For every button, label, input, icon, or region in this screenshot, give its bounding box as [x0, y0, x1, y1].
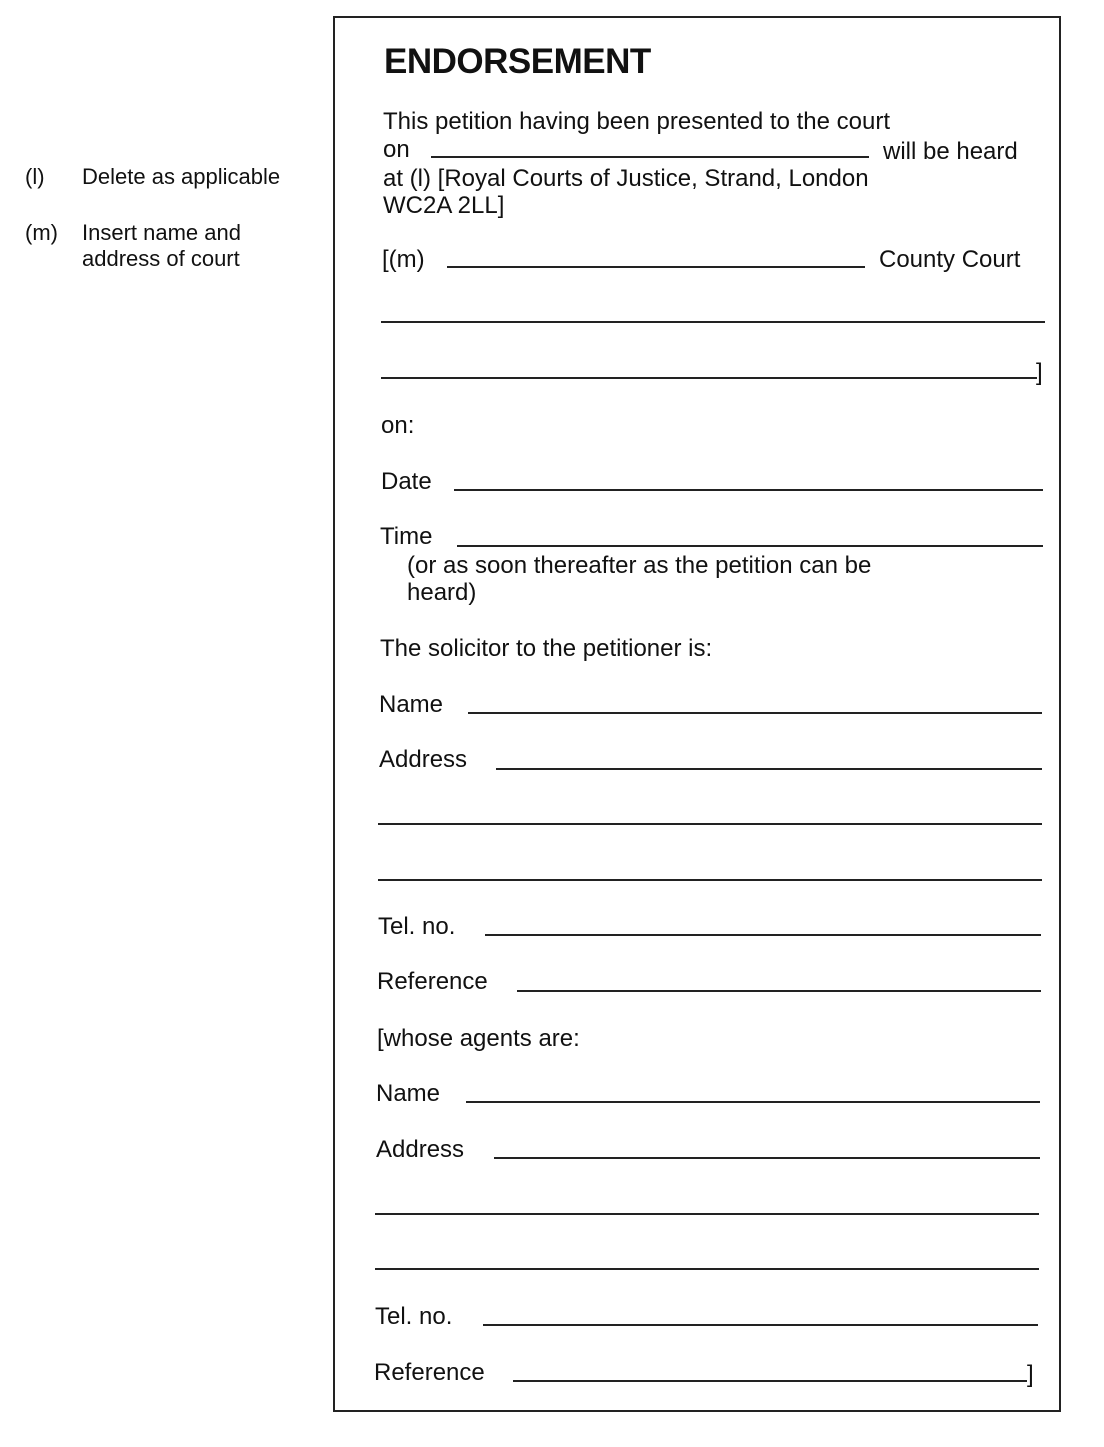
- intro-line1: This petition having been presented to the court: [383, 108, 890, 135]
- note-text-line2: address of court: [82, 246, 240, 271]
- agent-tel-field[interactable]: [483, 1324, 1038, 1326]
- agent-name-label: Name: [376, 1080, 441, 1107]
- intro-line3: at (l) [Royal Courts of Justice, Strand, London: [383, 165, 869, 192]
- agent-reference-label: Reference: [374, 1359, 485, 1386]
- note-key: (l): [25, 164, 45, 189]
- court-address-line1[interactable]: [381, 321, 1045, 323]
- time-label: Time: [380, 523, 433, 550]
- date-field[interactable]: [454, 489, 1043, 491]
- intro-line4: WC2A 2LL]: [383, 192, 505, 219]
- county-suffix: County Court: [879, 246, 1021, 273]
- solicitor-address-label: Address: [379, 746, 468, 773]
- solicitor-tel-field[interactable]: [485, 934, 1041, 936]
- county-prefix: [(m): [382, 246, 425, 273]
- solicitor-address-field[interactable]: [496, 768, 1042, 770]
- solicitor-address-line3[interactable]: [378, 879, 1042, 881]
- agents-heading: [whose agents are:: [377, 1025, 580, 1052]
- note-key: (m): [25, 220, 58, 245]
- solicitor-heading: The solicitor to the petitioner is:: [380, 635, 713, 662]
- solicitor-reference-label: Reference: [377, 968, 488, 995]
- time-note-line1: (or as soon thereafter as the petition can be: [407, 552, 872, 579]
- agent-tel-label: Tel. no.: [375, 1303, 453, 1330]
- form-title: ENDORSEMENT: [384, 42, 651, 81]
- time-note-line2: heard): [407, 579, 477, 606]
- court-address-line2[interactable]: [381, 377, 1037, 379]
- solicitor-reference-field[interactable]: [517, 990, 1041, 992]
- intro-on: on: [383, 136, 410, 163]
- date-label: Date: [381, 468, 432, 495]
- note-text-line1: Insert name and: [82, 220, 241, 245]
- time-field[interactable]: [457, 545, 1043, 547]
- agent-address-field[interactable]: [494, 1157, 1040, 1159]
- endorsement-form: [333, 16, 1061, 1412]
- on-label: on:: [381, 412, 415, 439]
- agent-address-line2[interactable]: [375, 1213, 1039, 1215]
- court-date-field[interactable]: [431, 156, 869, 158]
- intro-heard: will be heard: [883, 138, 1018, 165]
- address-close-bracket: ]: [1036, 359, 1043, 386]
- solicitor-tel-label: Tel. no.: [378, 913, 456, 940]
- final-close-bracket: ]: [1027, 1361, 1034, 1388]
- county-court-name-field[interactable]: [447, 266, 865, 268]
- solicitor-name-label: Name: [379, 691, 444, 718]
- solicitor-name-field[interactable]: [468, 712, 1042, 714]
- agent-reference-field[interactable]: [513, 1380, 1027, 1382]
- solicitor-address-line2[interactable]: [378, 823, 1042, 825]
- agent-address-label: Address: [376, 1136, 465, 1163]
- agent-address-line3[interactable]: [375, 1268, 1039, 1270]
- note-text: Delete as applicable: [82, 164, 281, 189]
- agent-name-field[interactable]: [466, 1101, 1040, 1103]
